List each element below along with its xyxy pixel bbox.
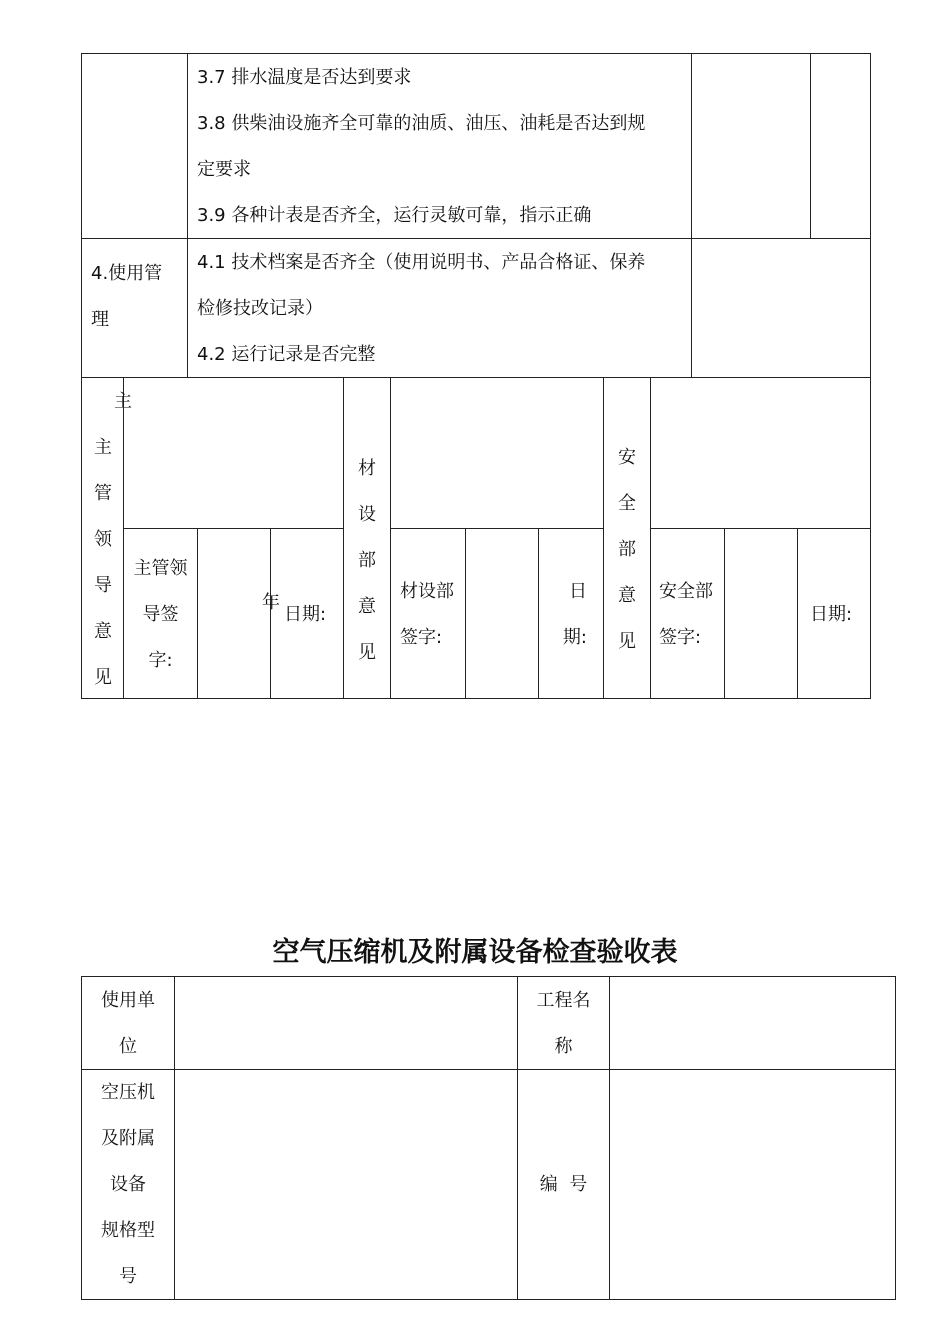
table-col-divider xyxy=(343,377,344,699)
table-col-divider xyxy=(603,377,604,699)
table-col-divider xyxy=(724,528,725,699)
table-col-divider xyxy=(187,53,188,378)
table-col-divider xyxy=(691,53,692,378)
section-label: 理 xyxy=(91,309,109,330)
supervisor-stray-char: 主 xyxy=(114,391,132,412)
table-row-divider xyxy=(123,528,344,529)
check-item: 检修技改记录） xyxy=(197,298,323,319)
table-border-bottom xyxy=(81,698,871,699)
safety-dept-opinion-label: 安 全 部 意 见 xyxy=(618,447,636,652)
check-item: 定要求 xyxy=(197,159,251,180)
check-item: 3.9 各种计表是否齐全，运行灵敏可靠，指示正确 xyxy=(197,205,592,226)
date-label: 日期: xyxy=(284,604,327,625)
check-item: 3.7 排水温度是否达到要求 xyxy=(197,67,412,88)
table-col-divider xyxy=(174,976,175,1300)
material-dept-opinion-label: 材 设 部 意 见 xyxy=(358,458,376,663)
date-label: 日期: xyxy=(810,604,853,625)
table-border-right xyxy=(870,53,871,699)
table-col-divider xyxy=(609,976,610,1300)
table-col-divider xyxy=(465,528,466,699)
project-name-label: 工程名 称 xyxy=(536,990,591,1057)
table-row-divider xyxy=(390,528,604,529)
table-col-divider xyxy=(390,377,391,699)
page-title: 空气压缩机及附属设备检查验收表 xyxy=(272,937,678,968)
material-dept-signature-label: 材设部 签字: xyxy=(400,581,454,648)
table-border-top xyxy=(81,53,871,54)
supervisor-signature-label: 主管领 导签 字: xyxy=(133,558,188,671)
table-col-divider xyxy=(797,528,798,699)
table-col-divider xyxy=(197,528,198,699)
table-row-divider xyxy=(81,1069,896,1070)
supervisor-opinion-label: 主 管 领 导 意 见 xyxy=(94,437,112,688)
table-col-divider xyxy=(650,377,651,699)
table-row-divider xyxy=(650,528,871,529)
date-label: 日 期: xyxy=(562,581,587,648)
table-border-right xyxy=(895,976,896,1300)
table-col-divider xyxy=(538,528,539,699)
table-col-divider xyxy=(810,53,811,239)
check-item: 4.1 技术档案是否齐全（使用说明书、产品合格证、保养 xyxy=(197,252,646,273)
check-item: 4.2 运行记录是否完整 xyxy=(197,344,376,365)
safety-dept-signature-label: 安全部 签字: xyxy=(659,581,713,648)
table-border-bottom xyxy=(81,1299,896,1300)
user-unit-label: 使用单 位 xyxy=(101,990,155,1057)
table-border-top xyxy=(81,976,896,977)
check-item: 3.8 供柴油设施齐全可靠的油质、油压、油耗是否达到规 xyxy=(197,113,646,134)
year-label: 年 xyxy=(262,592,280,613)
serial-number-label: 编 号 xyxy=(539,1174,588,1195)
section-label: 4.使用管 xyxy=(91,263,163,284)
equipment-spec-label: 空压机 及附属 设备 规格型 号 xyxy=(101,1082,155,1287)
table-border-left xyxy=(81,53,82,699)
